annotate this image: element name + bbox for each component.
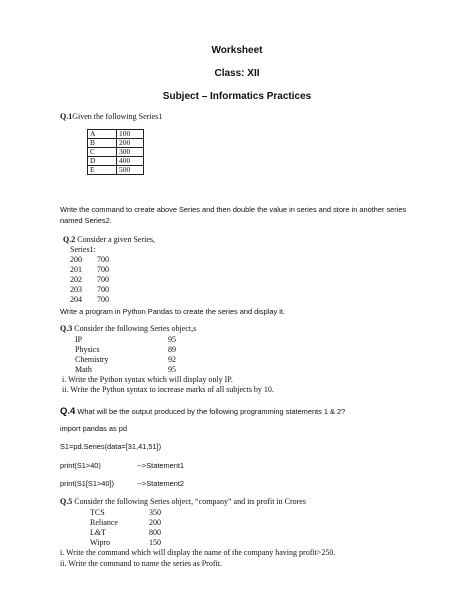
q4-import-line: import pandas as pd (60, 424, 127, 433)
series-index: 201 (70, 265, 82, 274)
list-item: IP (75, 335, 83, 344)
q3-heading (60, 324, 196, 333)
list-item: L&T (90, 528, 106, 537)
q5-part-ii: ii. Write the command to name the series as Profit. (60, 559, 222, 568)
q5-part-i: i. Write the command which will display the name of the company having profit>250. (60, 548, 336, 557)
table-row (88, 157, 144, 166)
q4-stmt2-code: print(S1[S1>40]) (60, 479, 115, 488)
table-row (88, 130, 144, 139)
table-cell: 300 (117, 148, 144, 157)
subject-line: Subject – Informatics Practices (162, 91, 312, 102)
series-index: 203 (70, 285, 82, 294)
list-item: Wipro (90, 538, 111, 547)
table-cell: D (88, 157, 117, 166)
list-item (97, 275, 109, 284)
table-cell: B (88, 139, 117, 148)
list-item (70, 265, 82, 274)
list-item: Chemistry (75, 355, 109, 364)
q5-heading (60, 497, 306, 506)
q4-heading (60, 406, 345, 417)
series-value: 700 (97, 255, 109, 264)
q4-text: What will be the output produced by the following programming statements 1 & 2? (77, 407, 346, 416)
q4-stmt2-label: -->Statement2 (137, 479, 185, 488)
list-item (97, 255, 109, 264)
list-item (70, 275, 82, 284)
table-cell: 100 (117, 130, 144, 139)
list-item (70, 255, 82, 264)
list-item: TCS (90, 508, 105, 517)
q3-part-ii: ii. Write the Python syntax to increase marks of all subjects by 10. (62, 385, 274, 394)
series-index: 200 (70, 255, 82, 264)
q1-instruction-line2: named Series2. (60, 216, 112, 225)
q1-label: Q.1 (60, 112, 73, 121)
list-item: Math (75, 365, 92, 374)
list-item: 200 (149, 518, 161, 527)
q4-label: Q.4 (60, 406, 76, 417)
list-item (97, 295, 109, 304)
series-value: 700 (97, 295, 109, 304)
series-value: 700 (97, 265, 109, 274)
list-item: 150 (149, 538, 161, 547)
table-cell: 500 (117, 166, 144, 175)
q4-stmt1-code: print(S1>40) (60, 461, 101, 470)
q2-instruction: Write a program in Python Pandas to create the series and display it. (60, 307, 285, 316)
q5-label: Q.5 (60, 497, 73, 506)
list-item: 350 (149, 508, 161, 517)
series-index: 202 (70, 275, 82, 284)
series-value: 700 (97, 275, 109, 284)
table-row (88, 139, 144, 148)
q3-text: Consider the following Series object,s (74, 324, 197, 333)
series-value: 700 (97, 285, 109, 294)
list-item (70, 285, 82, 294)
table-cell: 400 (117, 157, 144, 166)
class-line: Class: XII (214, 68, 260, 79)
table-cell: 200 (117, 139, 144, 148)
q1-series-table (87, 129, 144, 175)
table-row (88, 148, 144, 157)
q2-text: Consider a given Series, (77, 235, 155, 244)
q4-code-line: S1=pd.Series(data=[31,41,51]) (60, 442, 162, 451)
q1-heading (60, 112, 162, 121)
q2-heading (63, 235, 155, 244)
table-cell: E (88, 166, 117, 175)
q2-series-name: Series1: (70, 245, 96, 254)
list-item: 89 (168, 345, 176, 354)
list-item: Reliance (90, 518, 118, 527)
list-item: 92 (168, 355, 176, 364)
q3-part-i: i. Write the Python syntax which will display only IP. (62, 375, 233, 384)
q4-stmt1-label: -->Statement1 (137, 461, 185, 470)
list-item (97, 265, 109, 274)
list-item (70, 295, 82, 304)
list-item: 800 (149, 528, 161, 537)
list-item: 95 (168, 335, 176, 344)
worksheet-title: Worksheet (211, 45, 263, 56)
q1-text: Given the following Series1 (72, 112, 163, 121)
q1-instruction-line1: Write the command to create above Series and then double the value in series and store in another series (60, 205, 407, 214)
table-cell: C (88, 148, 117, 157)
q2-label: Q.2 (63, 235, 76, 244)
table-row (88, 166, 144, 175)
list-item (97, 285, 109, 294)
q3-label: Q.3 (60, 324, 73, 333)
list-item: Physics (75, 345, 100, 354)
list-item: 95 (168, 365, 176, 374)
table-cell: A (88, 130, 117, 139)
q5-text: Consider the following Series object, “company” and its profit in Crores (74, 497, 306, 506)
series-index: 204 (70, 295, 82, 304)
